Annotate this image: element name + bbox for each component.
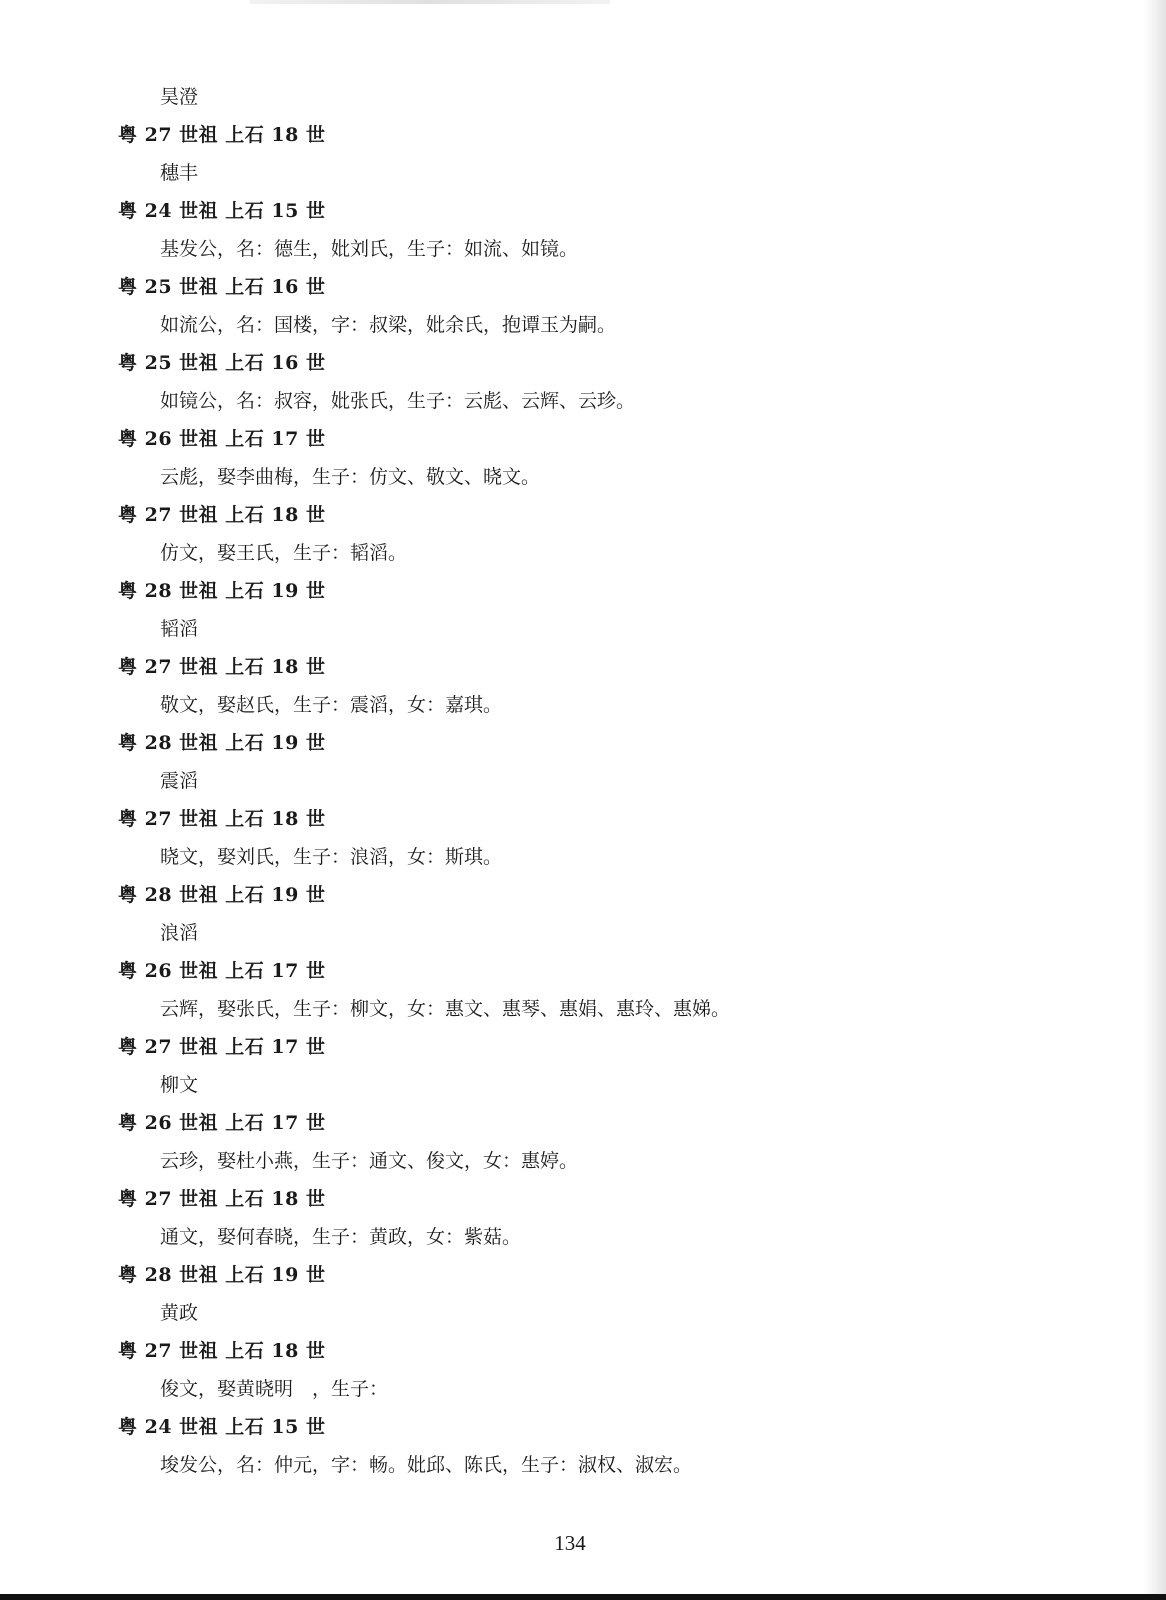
generation-heading: 粤 27 世祖 上石 18 世 xyxy=(118,1340,326,1362)
genealogy-entries xyxy=(0,78,1140,1484)
person-record: 浪滔 xyxy=(160,922,199,944)
generation-heading: 粤 27 世祖 上石 18 世 xyxy=(118,656,326,678)
generation-heading: 粤 27 世祖 上石 18 世 xyxy=(118,1188,326,1210)
person-record: 昊澄 xyxy=(160,86,199,108)
generation-heading: 粤 26 世祖 上石 17 世 xyxy=(118,1112,326,1134)
person-record: 云珍，娶杜小燕，生子：通文、俊文，女：惠婷。 xyxy=(160,1150,579,1172)
scan-bottom-border xyxy=(0,1594,1166,1600)
person-record: 柳文 xyxy=(160,1074,199,1096)
generation-heading: 粤 24 世祖 上石 15 世 xyxy=(118,1416,326,1438)
person-record: 基发公，名：德生，妣刘氏，生子：如流、如镜。 xyxy=(160,238,579,260)
generation-heading: 粤 28 世祖 上石 19 世 xyxy=(118,580,326,602)
generation-heading: 粤 26 世祖 上石 17 世 xyxy=(118,960,326,982)
person-record: 仿文，娶王氏，生子：韬滔。 xyxy=(160,542,408,564)
generation-heading: 粤 25 世祖 上石 16 世 xyxy=(118,276,326,298)
generation-heading: 粤 27 世祖 上石 17 世 xyxy=(118,1036,326,1058)
person-record: 俊文，娶黄晓明 ，生子： xyxy=(160,1378,389,1400)
page-edge-shadow xyxy=(1144,0,1166,1600)
generation-heading: 粤 28 世祖 上石 19 世 xyxy=(118,732,326,754)
person-record: 通文，娶何春晓，生子：黄政，女：紫菇。 xyxy=(160,1226,522,1248)
person-record: 埈发公，名：仲元，字：畅。妣邱、陈氏，生子：淑权、淑宏。 xyxy=(160,1454,693,1476)
person-record: 如镜公，名：叔容，妣张氏，生子：云彪、云辉、云珍。 xyxy=(160,390,636,412)
person-record: 晓文，娶刘氏，生子：浪滔，女：斯琪。 xyxy=(160,846,503,868)
person-record: 韬滔 xyxy=(160,618,199,640)
person-record: 如流公，名：国楼，字：叔梁，妣余氏，抱谭玉为嗣。 xyxy=(160,314,617,336)
generation-heading: 粤 25 世祖 上石 16 世 xyxy=(118,352,326,374)
generation-heading: 粤 24 世祖 上石 15 世 xyxy=(118,200,326,222)
generation-heading: 粤 28 世祖 上石 19 世 xyxy=(118,884,326,906)
person-record: 敬文，娶赵氏，生子：震滔，女：嘉琪。 xyxy=(160,694,503,716)
generation-heading: 粤 28 世祖 上石 19 世 xyxy=(118,1264,326,1286)
person-record: 黄政 xyxy=(160,1302,199,1324)
generation-heading: 粤 27 世祖 上石 18 世 xyxy=(118,504,326,526)
person-record: 震滔 xyxy=(160,770,199,792)
person-record: 云辉，娶张氏，生子：柳文，女：惠文、惠琴、惠娟、惠玲、惠娣。 xyxy=(160,998,731,1020)
generation-heading: 粤 27 世祖 上石 18 世 xyxy=(118,124,326,146)
generation-heading: 粤 27 世祖 上石 18 世 xyxy=(118,808,326,830)
page-number: 134 xyxy=(554,1531,586,1555)
person-record: 云彪，娶李曲梅，生子：仿文、敬文、晓文。 xyxy=(160,466,541,488)
generation-heading: 粤 26 世祖 上石 17 世 xyxy=(118,428,326,450)
scan-edge-mark xyxy=(250,0,610,4)
person-record: 穗丰 xyxy=(160,162,199,184)
